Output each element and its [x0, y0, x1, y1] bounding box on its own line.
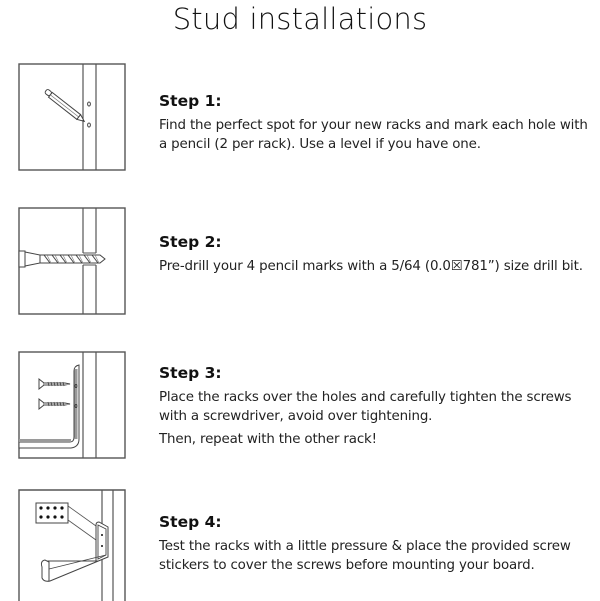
- step-3-text-1: Place the racks over the holes and carefully tighten the screws with a screwdriver, avoid over tightening.: [159, 390, 572, 424]
- step-3-label: Step 3:: [159, 364, 222, 382]
- pencil-marking-icon: [18, 63, 126, 171]
- step-4: [159, 513, 599, 575]
- screw-stickers-icon: [18, 489, 126, 601]
- page-title: Stud installations: [172, 2, 428, 36]
- drill-bit-icon: [18, 207, 126, 315]
- step-3: [159, 364, 599, 449]
- step-3-text-2: Then, repeat with the other rack!: [159, 432, 377, 447]
- step-1-label: Step 1:: [159, 92, 222, 110]
- screws-rack-icon: [18, 351, 126, 459]
- step-1: [159, 92, 599, 154]
- step-2: [159, 233, 599, 276]
- step-4-label: Step 4:: [159, 513, 222, 531]
- step-4-text: Test the racks with a little pressure & place the provided screw stickers to cover the screws before mounting your board.: [159, 539, 571, 573]
- step-1-text: Find the perfect spot for your new racks and mark each hole with a pencil (2 per rack). Use a level if you have one.: [159, 118, 588, 152]
- step-2-text: Pre-drill your 4 pencil marks with a 5/64 (0.0☒781”) size drill bit.: [159, 259, 583, 274]
- step-2-label: Step 2:: [159, 233, 222, 251]
